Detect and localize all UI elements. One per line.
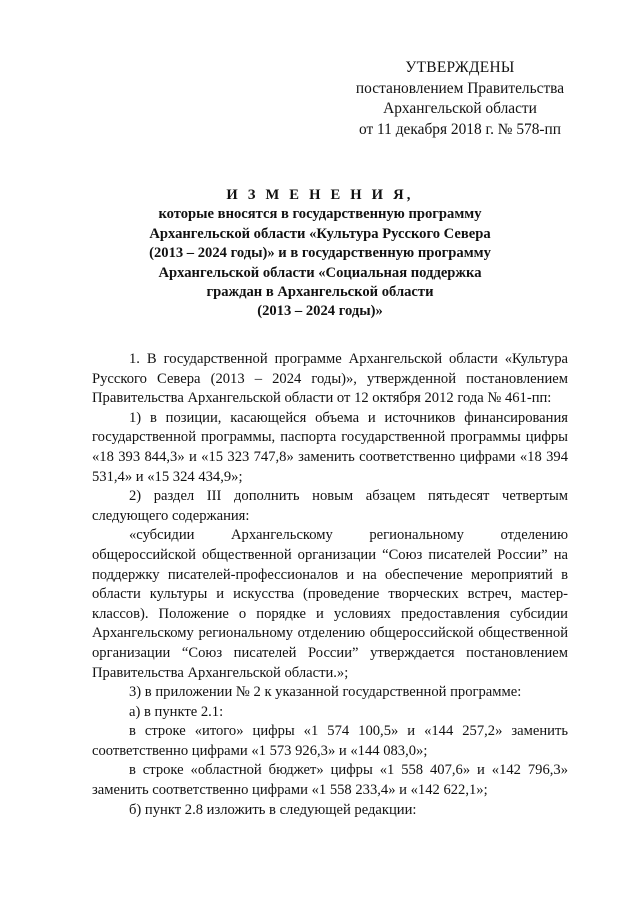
heading-line: (2013 – 2024 годы)» и в государственную программу — [149, 245, 491, 262]
paragraph-1-1: 1) в позиции, касающейся объема и источников финансирования государственной программы, паспорта государственной программы цифры «18 393 844,3» и «15 323 747,8» заменить соответственно цифрами «18 394 531,4» и «15 324 434,9»; — [92, 409, 568, 485]
paragraph-oblastnoy: в строке «областной бюджет» цифры «1 558 407,6» и «142 796,3» заменить соответственно цифрами «1 558 233,4» и «142 622,1»; — [92, 762, 568, 799]
paragraph-1-3: 3) в приложении № 2 к указанной государственной программе: — [129, 684, 522, 701]
document-heading — [110, 186, 530, 322]
paragraph-itogo: в строке «итого» цифры «1 574 100,5» и «144 257,2» заменить соответственно цифрами «1 573 926,3» и «144 083,0»; — [92, 723, 568, 759]
heading-line: Архангельской области «Культура Русского Севера — [149, 225, 491, 242]
heading-title: И З М Е Н Е Н И Я, — [226, 187, 414, 203]
paragraph-1: 1. В государственной программе Архангельской области «Культура Русского Севера (2013 – 2024 годы)», утвержденной постановлением Правительства Архангельской области от 12 октября 2012 года № 461-пп: — [92, 351, 568, 407]
heading-line: Архангельской области «Социальная поддержка — [158, 264, 482, 281]
heading-line: (2013 – 2024 годы)» — [257, 303, 383, 320]
approval-line-2: Архангельской области — [383, 100, 537, 117]
heading-line: которые вносятся в государственную программу — [158, 206, 482, 223]
paragraph-1-2: 2) раздел III дополнить новым абзацем пятьдесят четвертым следующего содержания: — [92, 488, 568, 524]
approval-line-1: постановлением Правительства — [355, 79, 565, 97]
heading-line: граждан в Архангельской области — [206, 284, 434, 301]
paragraph-a: а) в пункте 2.1: — [129, 703, 224, 720]
approval-title: УТВЕРЖДЕНЫ — [405, 59, 515, 76]
document-body — [92, 350, 568, 820]
paragraph-quote: «субсидии Архангельскому региональному отделению общероссийской общественной организации “Союз писателей России” на поддержку писателей-профессионалов и на обеспечение мероприятий в области культуры и искусства (проведение творческих встреч, мастер-классов). Положение о порядке и условиях предоставления субсидии Архангельскому региональному отделению общероссийской общественной организации “Союз писателей России” утверждается постановлением Правительства Архангельской области.»; — [92, 527, 568, 681]
approval-line-3: от 11 декабря 2018 г. № 578-пп — [358, 120, 562, 138]
paragraph-b: б) пункт 2.8 изложить в следующей редакции: — [129, 801, 417, 818]
approval-stamp — [340, 58, 580, 140]
